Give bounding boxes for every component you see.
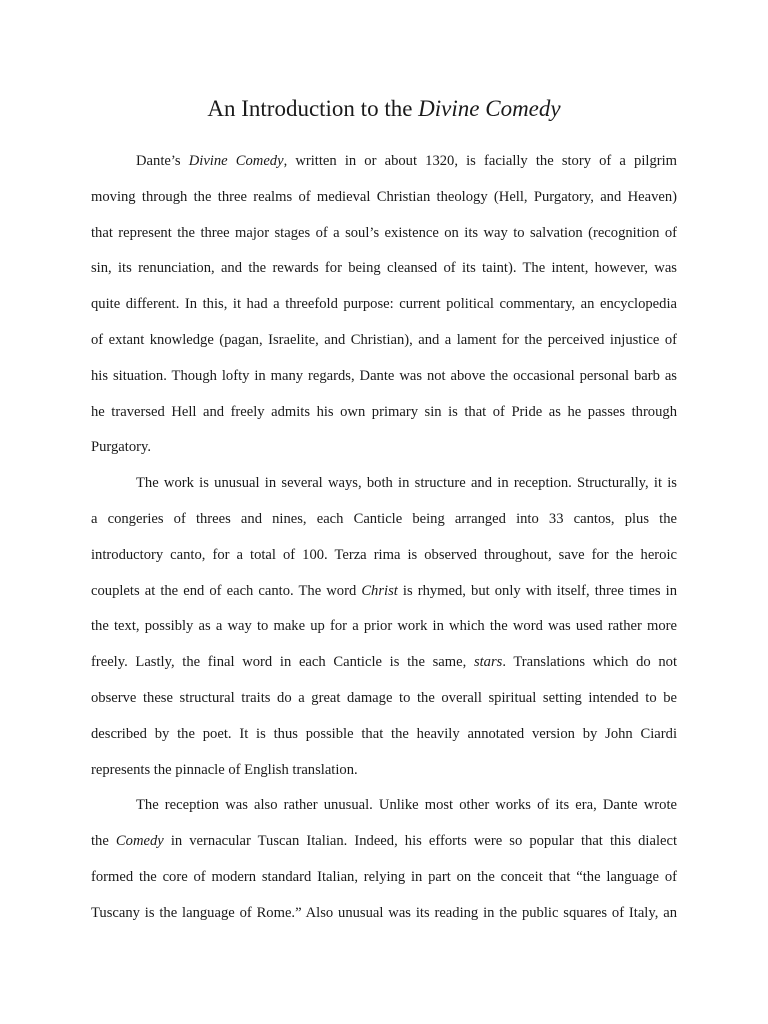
text-line bbox=[91, 362, 677, 398]
text-run: formed the core of modern standard Italian, relying in part on the conceit that “the language of bbox=[91, 868, 677, 885]
text-line bbox=[91, 827, 677, 863]
text-run: of extant knowledge (pagan, Israelite, and Christian), and a lament for the perceived injustice of bbox=[91, 331, 677, 348]
italic-text: stars bbox=[473, 654, 503, 671]
text-line bbox=[91, 541, 677, 577]
text-line bbox=[91, 398, 677, 434]
text-run: freely. Lastly, the final word in each Canticle is the same, bbox=[91, 654, 474, 671]
text-line bbox=[91, 577, 677, 613]
title-italic-text: Divine Comedy bbox=[418, 96, 561, 121]
text-run: Dante’s bbox=[136, 153, 189, 169]
text-line bbox=[91, 791, 677, 827]
italic-text: Comedy bbox=[115, 833, 164, 850]
text-run: . Translations which do not bbox=[502, 654, 677, 671]
text-line bbox=[91, 720, 677, 756]
text-line bbox=[91, 290, 677, 326]
text-line bbox=[91, 219, 677, 255]
text-run: is rhymed, but only with itself, three times in bbox=[397, 582, 677, 599]
text-run: he traversed Hell and freely admits his own primary sin is that of Pride as he passes through bbox=[91, 403, 677, 420]
text-run: sin, its renunciation, and the rewards for being cleansed of its taint). The intent, however, was bbox=[91, 260, 677, 277]
text-run: quite different. In this, it had a threefold purpose: current political commentary, an encyclopedia bbox=[91, 296, 677, 313]
text-line bbox=[91, 648, 677, 684]
text-run: couplets at the end of each canto. The word bbox=[91, 582, 362, 599]
paragraph bbox=[91, 147, 677, 469]
text-line bbox=[91, 756, 677, 792]
text-line bbox=[91, 183, 677, 219]
text-run: represents the pinnacle of English translation. bbox=[91, 761, 358, 778]
text-run: Tuscany is the language of Rome.” Also unusual was its reading in the public squares of Italy, an bbox=[91, 904, 677, 921]
text-run: The work is unusual in several ways, both in structure and in reception. Structurally, it is bbox=[136, 475, 677, 492]
text-run: moving through the three realms of medieval Christian theology (Hell, Purgatory, and Heaven) bbox=[91, 188, 677, 205]
title-text: An Introduction to the bbox=[207, 96, 419, 121]
italic-text: Divine Comedy bbox=[188, 153, 284, 169]
text-line bbox=[91, 684, 677, 720]
text-line bbox=[91, 326, 677, 362]
text-run: Purgatory. bbox=[91, 439, 151, 456]
text-run: a congeries of threes and nines, each Canticle being arranged into 33 cantos, plus the bbox=[91, 510, 677, 527]
text-run: introductory canto, for a total of 100. Terza rima is observed throughout, save for the heroic bbox=[91, 546, 677, 563]
text-line bbox=[91, 612, 677, 648]
text-run: in vernacular Tuscan Italian. Indeed, his efforts were so popular that this dialect bbox=[163, 833, 677, 850]
text-run: the text, possibly as a way to make up for a prior work in which the word was used rather more bbox=[91, 618, 677, 635]
text-line bbox=[91, 899, 677, 935]
text-run: observe these structural traits do a great damage to the overall spiritual setting intended to be bbox=[91, 689, 677, 706]
text-line bbox=[91, 469, 677, 505]
text-line bbox=[91, 433, 677, 469]
text-run: , written in or about 1320, is facially the story of a pilgrim bbox=[283, 153, 677, 169]
document-body bbox=[91, 147, 677, 935]
text-run: the bbox=[91, 833, 116, 850]
text-line bbox=[91, 147, 677, 183]
document-title bbox=[0, 93, 768, 125]
text-run: that represent the three major stages of a soul’s existence on its way to salvation (recognition of bbox=[91, 224, 677, 241]
text-run: The reception was also rather unusual. Unlike most other works of its era, Dante wrote bbox=[136, 797, 677, 814]
text-line bbox=[91, 505, 677, 541]
italic-text: Christ bbox=[361, 582, 398, 599]
text-run: described by the poet. It is thus possible that the heavily annotated version by John Ciardi bbox=[91, 725, 677, 742]
paragraph bbox=[91, 791, 677, 934]
text-line bbox=[91, 254, 677, 290]
text-line bbox=[91, 863, 677, 899]
text-run: his situation. Though lofty in many regards, Dante was not above the occasional personal barb as bbox=[91, 367, 677, 384]
paragraph bbox=[91, 469, 677, 791]
